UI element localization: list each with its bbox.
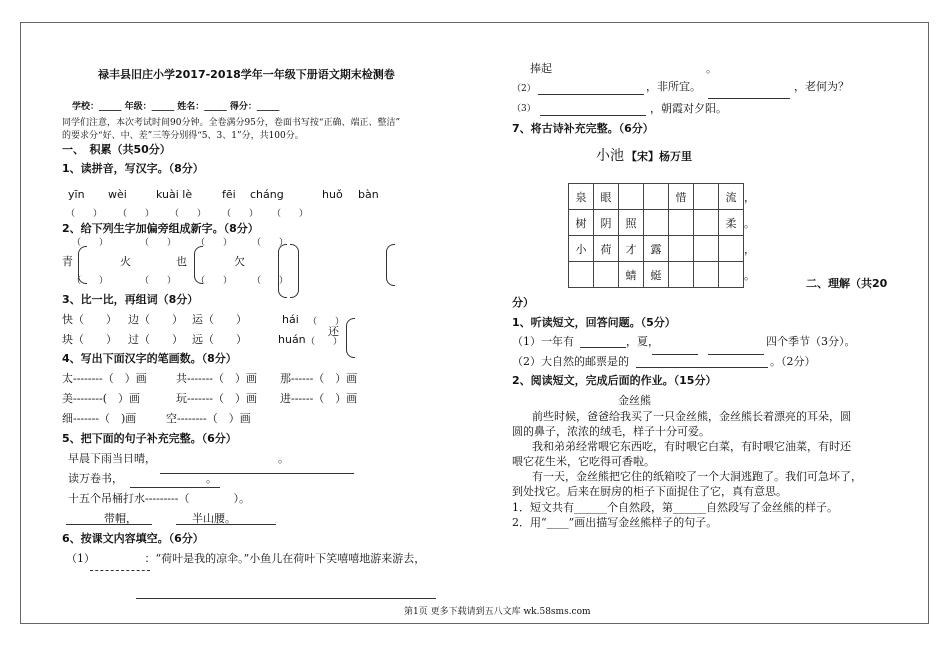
q2-brace-2 bbox=[278, 244, 287, 298]
poem-title: 小池 bbox=[596, 148, 624, 164]
poem-cell: 蜓 bbox=[644, 262, 669, 288]
q2-blank-0-bottom[interactable]: （ ） bbox=[72, 276, 109, 286]
q6-answer-line-2a[interactable] bbox=[538, 94, 644, 95]
q6-item-1-cont: 捧起 bbox=[530, 62, 552, 75]
section-2-heading: 二、理解（共20 bbox=[806, 277, 888, 290]
poem-cell: 。 bbox=[744, 216, 755, 230]
poem-cell: 照 bbox=[619, 210, 644, 236]
q1-pinyin-6: bàn bbox=[358, 188, 379, 201]
s2-q2-task-2: 2．用“____”画出描写金丝熊样子的句子。 bbox=[512, 516, 718, 529]
s2-q1-answer-3[interactable] bbox=[708, 354, 764, 355]
q5-line-2: 读万卷书， bbox=[68, 472, 123, 485]
q2-blank-1-bottom[interactable]: （ ） bbox=[140, 276, 177, 286]
poem-blank-cell[interactable] bbox=[719, 262, 744, 288]
q5-line-4b: 半山腰。 bbox=[192, 512, 236, 525]
story-title: 金丝熊 bbox=[618, 394, 651, 407]
q3-pair-1-top: 边（ ） bbox=[128, 313, 183, 326]
q1-pinyin-1: wèi bbox=[108, 188, 127, 201]
q5-line-1: 早晨下雨当日晴， bbox=[68, 452, 156, 465]
q6-answer-line-3[interactable] bbox=[540, 115, 646, 116]
q4-item-5: 进------（ ）画 bbox=[280, 392, 358, 405]
story-p3-a: 有一天，金丝熊把它住的纸箱咬了一个大洞逃跑了。我们可急坏了， bbox=[532, 470, 862, 483]
s2-q2-heading: 2、阅读短文，完成后面的作业。（15分） bbox=[512, 374, 717, 387]
q3-blank-hai[interactable]: （ ） bbox=[308, 317, 345, 327]
q6-item-2-mid: ，非所宜。 bbox=[646, 80, 701, 93]
q2-char-0: 青 bbox=[62, 255, 73, 268]
story-p1-b: 圆的鼻子，浓浓的绒毛，样子十分可爱。 bbox=[512, 425, 710, 438]
poem-blank-cell[interactable] bbox=[594, 262, 619, 288]
poem-blank-cell[interactable] bbox=[694, 210, 719, 236]
q2-char-3: 欠 bbox=[234, 255, 245, 268]
s2-q1-line-2b: 。（2分） bbox=[770, 355, 816, 368]
poem-blank-cell[interactable] bbox=[694, 262, 719, 288]
s2-q1-answer-1[interactable] bbox=[580, 347, 626, 348]
q5-answer-line-1[interactable] bbox=[160, 473, 354, 474]
q1-answer-blank-2[interactable]: （ ） bbox=[170, 209, 207, 219]
poem-grid bbox=[568, 183, 759, 288]
q1-answer-blank-0[interactable]: （ ） bbox=[66, 209, 103, 219]
q3-pair-1-bottom: 过（ ） bbox=[128, 333, 183, 346]
q5-line-1-end: 。 bbox=[278, 452, 289, 465]
q3-pair-0-top: 快（ ） bbox=[62, 313, 117, 326]
q5-heading: 5、把下面的句子补充完整。（6分） bbox=[62, 432, 237, 445]
q4-item-4: 玩-------（ ）画 bbox=[176, 392, 258, 405]
student-info-line: 学校：_____ 年级：_____ 姓名：_____ 得分：_____ bbox=[72, 102, 280, 112]
q1-answer-blank-1[interactable]: （ ） bbox=[118, 209, 155, 219]
q2-char-2: 也 bbox=[176, 255, 187, 268]
q6-item-1: （1） ：“荷叶是我的凉伞。”小鱼儿在荷叶下笑嘻嘻地游来游去， bbox=[66, 552, 426, 565]
q5-line-2-end: 。 bbox=[206, 472, 217, 485]
poem-blank-cell[interactable] bbox=[644, 210, 669, 236]
q2-char-1: 火 bbox=[120, 255, 131, 268]
q6-item-1-end: 。 bbox=[706, 62, 717, 75]
q1-pinyin-5: huǒ bbox=[322, 188, 343, 201]
q2-blank-3-top[interactable]: （ ） bbox=[252, 238, 289, 248]
s2-q1-answer-4[interactable] bbox=[636, 367, 768, 368]
q6-item-3-label: （3） bbox=[512, 104, 536, 114]
q2-heading: 2、给下列生字加偏旁组成新字。（8分） bbox=[62, 222, 259, 235]
s2-q1-answer-2[interactable] bbox=[652, 354, 698, 355]
q3-pinyin-huan: huán bbox=[278, 333, 306, 346]
q6-answer-line-1a[interactable] bbox=[90, 570, 150, 571]
poem-row bbox=[569, 262, 759, 288]
poem-blank-cell[interactable] bbox=[669, 236, 694, 262]
q3-pair-2-top: 运（ ） bbox=[192, 313, 247, 326]
q1-answer-blank-3[interactable]: （ ） bbox=[222, 209, 259, 219]
poem-blank-cell[interactable] bbox=[719, 236, 744, 262]
q5-line-3: 十五个吊桶打水---------（ ）。 bbox=[68, 492, 250, 505]
q4-heading: 4、写出下面汉字的笔画数。（8分） bbox=[62, 352, 237, 365]
poem-blank-cell[interactable] bbox=[694, 184, 719, 210]
q2-blank-1-top[interactable]: （ ） bbox=[140, 238, 177, 248]
story-p2-b: 喂它花生米，它吃得可香啦。 bbox=[512, 455, 655, 468]
q4-item-2: 那------（ ）画 bbox=[280, 372, 358, 385]
poem-blank-cell[interactable] bbox=[619, 184, 644, 210]
poem-row bbox=[569, 210, 759, 236]
poem-cell: 眼 bbox=[594, 184, 619, 210]
poem-blank-cell[interactable] bbox=[694, 236, 719, 262]
story-p1-a: 前些时候，爸爸给我买了一只金丝熊，金丝熊长着漂亮的耳朵，圆 bbox=[532, 410, 851, 423]
section-1-heading: 一、 积累（共50分） bbox=[62, 143, 171, 156]
poem-cell: 惜 bbox=[669, 184, 694, 210]
q4-item-1: 共-------（ ）画 bbox=[176, 372, 258, 385]
poem-cell: 柔 bbox=[719, 210, 744, 236]
q2-blank-2-bottom[interactable]: （ ） bbox=[196, 276, 233, 286]
q1-answer-blank-4[interactable]: （ ） bbox=[272, 209, 309, 219]
notice-line-2: 的要求分“好、中、差”三等分别得“5、3、1”分，共100分。 bbox=[62, 131, 304, 141]
q1-pinyin-0: yīn bbox=[68, 188, 85, 201]
q5-line-4a: 带帽， bbox=[104, 512, 137, 525]
q2-blank-0-top[interactable]: （ ） bbox=[72, 238, 109, 248]
poem-blank-cell[interactable] bbox=[669, 210, 694, 236]
s2-q1-line-1a: （1）一年有 bbox=[512, 335, 574, 348]
q2-brace-3 bbox=[290, 244, 299, 298]
poem-cell: 蜻 bbox=[619, 262, 644, 288]
exam-title: 禄丰县旧庄小学2017-2018学年一年级下册语文期末检测卷 bbox=[98, 68, 395, 81]
q4-item-3: 美--------( ）画 bbox=[62, 392, 141, 405]
poem-row bbox=[569, 236, 759, 262]
q7-heading: 7、将古诗补充完整。（6分） bbox=[512, 122, 654, 135]
q6-item-3-end: ，朝霞对夕阳。 bbox=[650, 102, 727, 115]
q6-item-2-end: ，老何为？ bbox=[794, 80, 849, 93]
poem-author: 【宋】杨万里 bbox=[626, 150, 692, 163]
section-2-heading-cont: 分） bbox=[512, 296, 534, 309]
q3-char-huan: 还 bbox=[328, 325, 339, 338]
q3-heading: 3、比一比，再组词（8分） bbox=[62, 293, 199, 306]
q6-item-2-label: （2） bbox=[512, 84, 536, 94]
s2-q1-heading: 1、听读短文，回答问题。（5分） bbox=[512, 316, 676, 329]
poem-cell: 小 bbox=[569, 236, 594, 262]
poem-cell: ， bbox=[744, 242, 755, 256]
s2-q2-task-1: 1．短文共有______个自然段，第______自然段写了金丝熊的样子。 bbox=[512, 501, 838, 514]
poem-row bbox=[569, 184, 759, 210]
q2-blank-3-bottom[interactable]: （ ） bbox=[252, 276, 289, 286]
story-p2-a: 我和弟弟经常喂它东西吃，有时喂它白菜，有时喂它油菜，有时还 bbox=[532, 440, 851, 453]
q3-pinyin-hai: hái bbox=[282, 313, 299, 326]
poem-cell: 阴 bbox=[594, 210, 619, 236]
q2-brace-4 bbox=[386, 244, 395, 286]
poem-blank-cell[interactable] bbox=[569, 262, 594, 288]
poem-cell: 。 bbox=[744, 268, 755, 282]
story-p3-b: 到处找它。后来在厨房的柜子下面捉住了它，真有意思。 bbox=[512, 485, 787, 498]
q3-pair-0-bottom: 块（ ） bbox=[62, 333, 117, 346]
poem-cell: 才 bbox=[619, 236, 644, 262]
q6-answer-line-2b[interactable] bbox=[708, 98, 790, 99]
q1-pinyin-3: fēi bbox=[222, 188, 236, 201]
poem-cell: 露 bbox=[644, 236, 669, 262]
page-footer: 第1页 更多下载请到五八文库 wk.58sms.com bbox=[404, 607, 591, 617]
notice-line-1: 同学们注意，本次考试时间90分钟。全卷满分95分，卷面书写按“正确、端正、整洁” bbox=[62, 118, 401, 128]
q3-blank-huan[interactable]: （ ） bbox=[306, 337, 343, 347]
poem-cell: 流 bbox=[719, 184, 744, 210]
q1-heading: 1、读拼音，写汉字。（8分） bbox=[62, 162, 204, 175]
q2-blank-2-top[interactable]: （ ） bbox=[196, 238, 233, 248]
poem-blank-cell[interactable] bbox=[644, 184, 669, 210]
q1-pinyin-2: kuài lè bbox=[156, 188, 193, 201]
q2-brace-0 bbox=[78, 246, 87, 284]
poem-cell: 泉 bbox=[569, 184, 594, 210]
q6-heading: 6、按课文内容填空。（6分） bbox=[62, 532, 204, 545]
s2-q1-line-1b: ，夏， bbox=[626, 335, 659, 348]
poem-blank-cell[interactable] bbox=[669, 262, 694, 288]
s2-q1-line-1c: 四个季节（3分）。 bbox=[766, 335, 856, 348]
poem-cell: ， bbox=[744, 190, 755, 204]
q2-brace-1 bbox=[194, 246, 203, 284]
s2-q1-line-2a: （2）大自然的邮票是的 bbox=[512, 355, 629, 368]
q3-brace bbox=[346, 318, 355, 358]
q1-pinyin-4: cháng bbox=[250, 188, 284, 201]
poem-cell: 荷 bbox=[594, 236, 619, 262]
poem-cell: 树 bbox=[569, 210, 594, 236]
q6-answer-line-1b[interactable] bbox=[136, 598, 436, 599]
q5-answer-line-2[interactable] bbox=[130, 487, 220, 488]
q4-item-6: 细-------（ )画 bbox=[62, 412, 137, 425]
q4-item-0: 太--------（ ）画 bbox=[62, 372, 147, 385]
q3-pair-2-bottom: 远（ ） bbox=[192, 333, 247, 346]
q4-item-7: 空--------（ ）画 bbox=[166, 412, 251, 425]
